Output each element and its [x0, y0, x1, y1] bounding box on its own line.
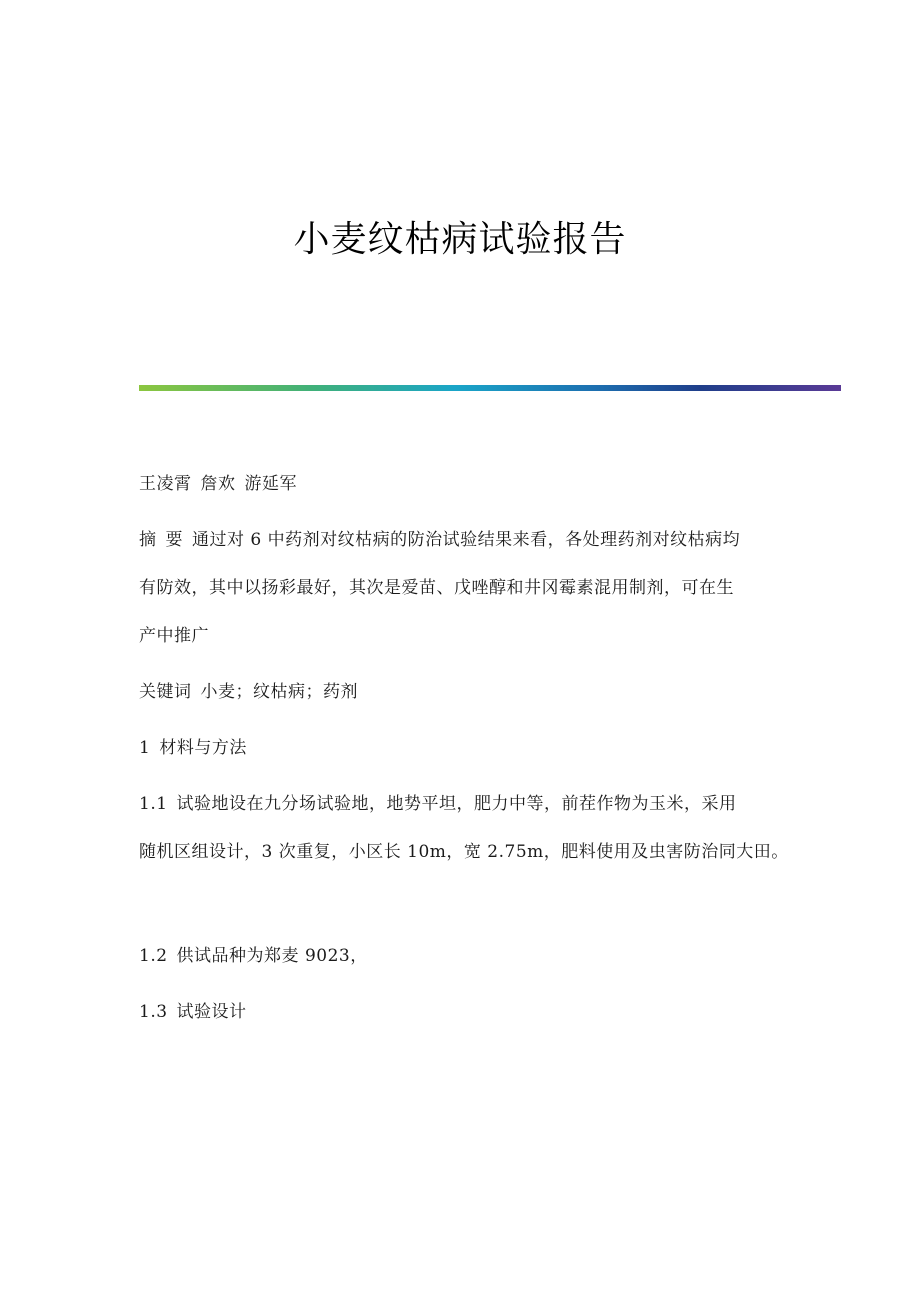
paragraph-line: 随机区组设计，3 次重复，小区长 10m，宽 2.75m，肥料使用及虫害防治同大田。	[139, 842, 789, 862]
section-heading	[139, 736, 247, 760]
author-list	[139, 472, 297, 496]
abstract-line	[139, 528, 740, 552]
section-title: 材料与方法	[159, 738, 247, 758]
section-number: 1.3	[139, 1002, 168, 1022]
paragraph-line	[139, 944, 368, 968]
abstract-label: 摘	[139, 530, 157, 550]
author-name: 詹欢	[200, 474, 236, 494]
abstract-line: 产中推广	[139, 626, 209, 646]
paragraph-text: 供试品种为郑麦 9023，	[176, 946, 368, 966]
document-title: 小麦纹枯病试验报告	[293, 219, 627, 260]
keywords-text: 小麦；纹枯病；药剂	[200, 682, 358, 702]
keywords-label: 关键词	[139, 682, 192, 702]
section-number: 1.1	[139, 794, 168, 814]
paragraph-text: 试验设计	[176, 1002, 247, 1022]
gradient-divider	[139, 385, 841, 391]
keywords-line	[139, 680, 358, 704]
abstract-line: 有防效，其中以扬彩最好，其次是爱苗、戊唑醇和井冈霉素混用制剂，可在生	[139, 578, 734, 598]
section-number: 1	[139, 738, 151, 758]
author-name: 游延军	[244, 474, 297, 494]
section-number: 1.2	[139, 946, 168, 966]
author-name: 王凌霄	[139, 474, 192, 494]
paragraph-text: 试验地设在九分场试验地，地势平坦，肥力中等，前茬作物为玉米，采用	[176, 794, 737, 814]
abstract-label: 要	[165, 530, 183, 550]
paragraph-line	[139, 792, 737, 816]
paragraph-line	[139, 1000, 247, 1024]
abstract-text: 通过对 6 中药剂对纹枯病的防治试验结果来看，各处理药剂对纹枯病均	[192, 530, 741, 550]
